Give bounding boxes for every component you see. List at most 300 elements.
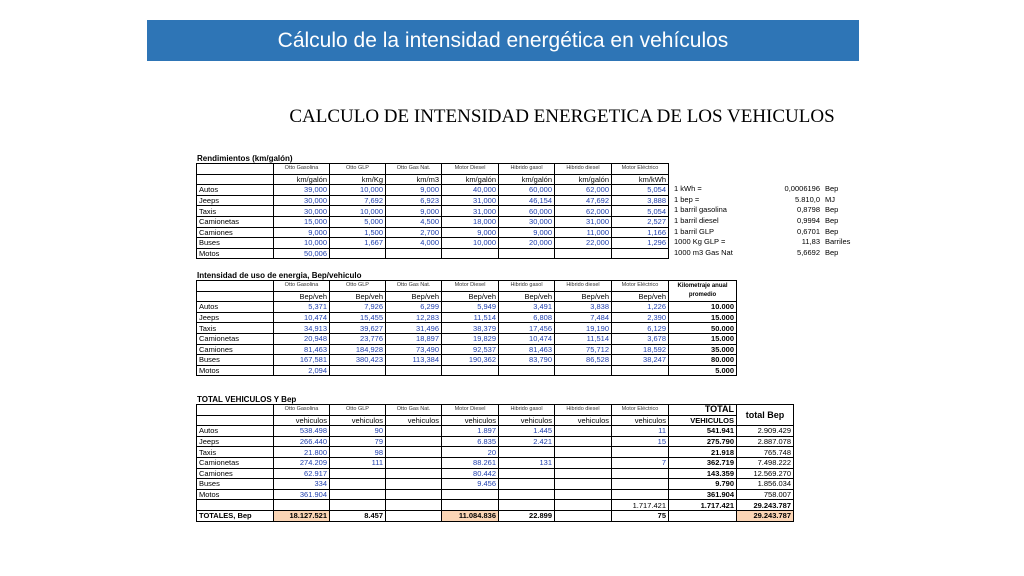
table-cell [386,479,442,490]
table-cell: 75,712 [555,344,612,355]
conversion-label: 1000 m3 Gas Nat [674,247,733,257]
table-cell: 31,000 [442,206,499,217]
table-cell [612,365,669,376]
table-cell: 46,154 [499,195,555,206]
unit-header: Bep/veh [330,291,386,302]
table-cell: 21.918 [669,447,737,458]
vehicle-label: Autos [197,302,274,313]
table-cell: 38,379 [442,323,499,334]
vehicle-label: Buses [197,238,274,249]
table-row [197,185,669,196]
column-header: Otto Gas Nat. [386,281,442,292]
table-cell [555,500,612,511]
conversion-row [674,184,850,195]
vehicle-label: Motos [197,489,274,500]
table-cell: 15,000 [274,216,330,227]
table-cell [555,457,612,468]
totals-cell: 22.899 [499,510,555,521]
conversion-value: 0,9994 [797,216,820,226]
table-row [197,206,669,217]
units-row [197,174,669,185]
table-cell: 9,000 [274,227,330,238]
table-cell: 11 [612,426,669,437]
vehicle-label: Motos [197,365,274,376]
table-cell [330,365,386,376]
table-cell: 362.719 [669,457,737,468]
table-row [197,302,737,313]
table-cell: 11,000 [555,227,612,238]
totals-label: TOTALES, Bep [197,510,274,521]
unit-header: vehiculos [442,415,499,426]
conversion-unit: Bep [825,247,839,257]
table-cell [442,248,499,259]
extra-row [197,500,794,511]
conversion-label: 1 barril gasolina [674,205,727,215]
conversion-label: 1 kWh = [674,184,702,194]
table-cell: 15,455 [330,312,386,323]
table-cell: 98 [330,447,386,458]
table-cell [330,489,386,500]
table-cell: 7 [612,457,669,468]
table-cell: 1.717.421 [669,500,737,511]
table-cell: 38,247 [612,355,669,366]
rendimientos-label: Rendimientos (km/galón) [197,154,293,163]
vehicle-label: Camionetas [197,333,274,344]
table-cell: 19,829 [442,333,499,344]
table-cell [197,281,274,292]
table-cell: 10,000 [330,185,386,196]
km-header: Kilometraje anual promedio [669,281,737,302]
column-header: Motor Diesel [442,281,499,292]
conversion-row [674,205,850,216]
table-cell: 6,808 [499,312,555,323]
conversion-row [674,195,850,206]
title-banner: Cálculo de la intensidad energética en vehículos [147,20,859,61]
table-row [197,426,794,437]
column-header: Otto GLP [330,164,386,175]
unit-header: km/galón [555,174,612,185]
totales-label: TOTAL VEHICULOS Y Bep [197,395,297,404]
table-cell: 274.209 [274,457,330,468]
vehicle-label: Taxis [197,447,274,458]
table-cell: 18,000 [442,216,499,227]
table-cell: 1,296 [612,238,669,249]
table-cell: 7,484 [555,312,612,323]
table-row [197,248,669,259]
table-cell: 5,371 [274,302,330,313]
vehicle-label: Taxis [197,206,274,217]
table-cell: 3,888 [612,195,669,206]
column-header: Otto GLP [330,405,386,416]
table-cell: 1.717.421 [612,500,669,511]
unit-header: vehiculos [612,415,669,426]
unit-header: vehiculos [499,415,555,426]
table-cell [555,489,612,500]
table-cell: 20,948 [274,333,330,344]
totals-cell: 11.084.836 [442,510,499,521]
vehicle-label: Autos [197,426,274,437]
table-cell [442,500,499,511]
table-row [197,216,669,227]
table-row [197,333,737,344]
table-cell: 2,094 [274,365,330,376]
unit-header: Bep/veh [442,291,499,302]
table-cell: 10,474 [274,312,330,323]
table-cell: 47,692 [555,195,612,206]
table-cell: 7.498.222 [737,457,794,468]
table-cell: 1.897 [442,426,499,437]
vehicle-label: Autos [197,185,274,196]
unit-header: Bep/veh [555,291,612,302]
table-cell: 80.442 [442,468,499,479]
table-cell: 1,226 [612,302,669,313]
table-row [197,479,794,490]
table-cell [555,436,612,447]
table-cell: 9,000 [386,185,442,196]
table-cell: 1,500 [330,227,386,238]
conversion-unit: Bep [825,216,839,226]
intensidad-table [196,280,737,376]
table-cell [499,500,555,511]
table-cell [386,447,442,458]
column-header: Hibrido diesel [555,281,612,292]
table-cell: 9.456 [442,479,499,490]
table-cell: 9,000 [442,227,499,238]
vehicle-label: Camiones [197,227,274,238]
table-cell: 73,490 [386,344,442,355]
column-header: Motor Eléctrico [612,281,669,292]
table-row [197,365,737,376]
column-header: Otto Gas Nat. [386,164,442,175]
totals-cell: 8.457 [330,510,386,521]
table-cell [386,489,442,500]
table-cell: 131 [499,457,555,468]
column-header: Hibrido diesel [555,164,612,175]
table-cell: 167,581 [274,355,330,366]
table-cell: 6.835 [442,436,499,447]
table-cell: 83,790 [499,355,555,366]
table-cell: 88.261 [442,457,499,468]
table-cell: 12.569.270 [737,468,794,479]
conversion-label: 1 barril GLP [674,226,715,236]
conversion-value: 5.810,0 [794,194,820,204]
table-cell: 11,514 [442,312,499,323]
table-cell: 334 [274,479,330,490]
conversion-value: 5,6692 [797,247,820,257]
table-cell: 765.748 [737,447,794,458]
table-cell: 10,000 [274,238,330,249]
unit-header: km/Kg [330,174,386,185]
vehicle-label: Jeeps [197,195,274,206]
table-cell: 1.445 [499,426,555,437]
table-cell: 5,000 [330,216,386,227]
table-cell: 190,362 [442,355,499,366]
table-cell: 143.359 [669,468,737,479]
table-cell: 90 [330,426,386,437]
conversion-value: 0,6701 [797,226,820,236]
intensidad-label: Intensidad de uso de energia, Bep/vehiculo [197,271,362,280]
table-cell: 3,838 [555,302,612,313]
conversion-unit: Barriles [825,237,851,247]
units-row [197,291,737,302]
table-cell: 7,926 [330,302,386,313]
table-cell [386,500,442,511]
total-bep-header: total Bep [737,405,794,426]
table-cell [612,468,669,479]
table-cell [386,426,442,437]
table-cell: 20,000 [499,238,555,249]
table-cell: 35.000 [669,344,737,355]
table-row [197,227,669,238]
vehicle-label: Jeeps [197,436,274,447]
table-cell [330,248,386,259]
totals-row [197,510,794,521]
table-cell: 30,000 [499,216,555,227]
totals-cell: 75 [612,510,669,521]
table-cell [330,479,386,490]
table-cell [197,291,274,302]
table-cell [499,447,555,458]
table-cell: 266.440 [274,436,330,447]
conversion-label: 1 bep = [674,194,700,204]
column-header: Motor Eléctrico [612,164,669,175]
table-cell: 50,006 [274,248,330,259]
table-row [197,468,794,479]
conversion-unit: MJ [825,194,835,204]
table-cell: 5,054 [612,206,669,217]
table-cell: 9,000 [386,206,442,217]
table-cell: 113,384 [386,355,442,366]
table-row [197,312,737,323]
table-cell: 15.000 [669,333,737,344]
table-cell [499,489,555,500]
table-cell [386,468,442,479]
unit-header: Bep/veh [499,291,555,302]
table-cell: 81,463 [274,344,330,355]
table-cell: 3,678 [612,333,669,344]
column-header: Hibrido gasol [499,281,555,292]
unit-header: km/galón [499,174,555,185]
table-cell: 60,000 [499,206,555,217]
column-header: Otto Gasolina [274,405,330,416]
column-header: Motor Diesel [442,405,499,416]
table-row [197,238,669,249]
table-row [197,355,737,366]
table-row [197,195,669,206]
table-cell [442,489,499,500]
table-cell: 34,913 [274,323,330,334]
table-cell: 81,463 [499,344,555,355]
conversion-label: 1 barril diesel [674,216,719,226]
column-header: Hibrido diesel [555,405,612,416]
table-cell: 40,000 [442,185,499,196]
units-row [197,415,794,426]
table-row [197,344,737,355]
table-cell: 1.856.034 [737,479,794,490]
table-cell: 2.421 [499,436,555,447]
column-header: Otto Gasolina [274,164,330,175]
table-cell [499,479,555,490]
table-cell: 15 [612,436,669,447]
rendimientos-table [196,163,669,259]
table-cell: 6,129 [612,323,669,334]
conversion-row [674,237,850,248]
table-cell: 1,166 [612,227,669,238]
table-row [197,457,794,468]
table-cell: 19,190 [555,323,612,334]
table-cell [555,479,612,490]
totals-cell: 29.243.787 [737,510,794,521]
table-cell: 31,000 [555,216,612,227]
table-cell: 12,283 [386,312,442,323]
unit-header: km/kWh [612,174,669,185]
table-cell: 9,000 [499,227,555,238]
table-cell [386,248,442,259]
table-cell: 62,000 [555,206,612,217]
table-cell: 62,000 [555,185,612,196]
table-cell [612,489,669,500]
table-cell: 92,537 [442,344,499,355]
table-cell: 6,923 [386,195,442,206]
vehicle-label: Camionetas [197,216,274,227]
table-cell: 5.000 [669,365,737,376]
conversion-row [674,216,850,227]
table-cell: 39,627 [330,323,386,334]
table-row [197,323,737,334]
table-row [197,436,794,447]
table-cell: 20 [442,447,499,458]
conversion-row [674,248,850,259]
page-title: CALCULO DE INTENSIDAD ENERGETICA DE LOS VEHICULOS [289,106,835,127]
column-header: Hibrido gasol [499,164,555,175]
table-cell: 7,692 [330,195,386,206]
table-cell [499,248,555,259]
vehicle-label: Camiones [197,344,274,355]
conversion-value: 11,83 [801,237,820,247]
conversion-table [674,184,850,258]
table-cell [555,365,612,376]
table-cell: 361.904 [274,489,330,500]
table-cell: 380,423 [330,355,386,366]
table-cell: 4,500 [386,216,442,227]
column-header: Otto GLP [330,281,386,292]
header-row [197,281,737,292]
table-cell: 2.887.078 [737,436,794,447]
vehicle-label: Taxis [197,323,274,334]
column-header: Motor Eléctrico [612,405,669,416]
table-cell: 60,000 [499,185,555,196]
unit-header: Bep/veh [274,291,330,302]
conversion-unit: Bep [825,184,839,194]
table-cell [555,468,612,479]
table-cell [612,248,669,259]
table-cell: 10.000 [669,302,737,313]
table-cell [197,405,274,416]
table-cell: 29.243.787 [737,500,794,511]
table-cell [555,426,612,437]
table-cell [386,365,442,376]
table-cell [612,479,669,490]
conversion-unit: Bep [825,205,839,215]
table-cell: 275.790 [669,436,737,447]
conversion-label: 1000 Kg GLP = [674,237,726,247]
table-cell: 361.904 [669,489,737,500]
table-cell: 5,054 [612,185,669,196]
conversion-value: 0,8798 [797,205,820,215]
unit-header: km/galón [442,174,499,185]
totals-cell [669,510,737,521]
table-cell: 31,000 [442,195,499,206]
table-cell: 4,000 [386,238,442,249]
totals-cell [386,510,442,521]
unit-header: Bep/veh [386,291,442,302]
table-cell: 758.007 [737,489,794,500]
table-cell: 111 [330,457,386,468]
unit-header: vehiculos [555,415,612,426]
table-cell: 62.917 [274,468,330,479]
table-row [197,447,794,458]
table-cell: 80.000 [669,355,737,366]
table-cell [386,457,442,468]
conversion-row [674,226,850,237]
table-cell: 6,299 [386,302,442,313]
totals-cell [555,510,612,521]
table-cell: 11,514 [555,333,612,344]
vehicle-label: Jeeps [197,312,274,323]
table-cell [386,436,442,447]
table-cell: 50.000 [669,323,737,334]
table-cell [274,500,330,511]
table-cell: 10,474 [499,333,555,344]
table-cell: 2,700 [386,227,442,238]
vehicle-label: Buses [197,355,274,366]
table-cell [555,447,612,458]
table-cell: 18,592 [612,344,669,355]
table-cell [330,468,386,479]
table-cell: 31,496 [386,323,442,334]
totales-table [196,404,794,522]
table-cell: 1,667 [330,238,386,249]
table-cell: 3,491 [499,302,555,313]
table-cell [197,415,274,426]
table-cell [499,468,555,479]
unit-header: km/galón [274,174,330,185]
column-header: Otto Gasolina [274,281,330,292]
unit-header: vehiculos [386,415,442,426]
unit-header: vehiculos [330,415,386,426]
unit-header: km/m3 [386,174,442,185]
header-row [197,405,794,416]
table-cell [442,365,499,376]
unit-header: vehiculos [274,415,330,426]
table-cell: 21.800 [274,447,330,458]
table-cell [499,365,555,376]
total-vehicles-header: TOTAL [669,405,737,416]
table-cell [197,164,274,175]
table-cell: 538.498 [274,426,330,437]
table-cell: 30,000 [274,195,330,206]
table-cell [197,174,274,185]
vehicle-label: Camionetas [197,457,274,468]
column-header: Motor Diesel [442,164,499,175]
table-cell: 10,000 [330,206,386,217]
table-cell: 23,776 [330,333,386,344]
table-cell: 2,390 [612,312,669,323]
conversion-unit: Bep [825,226,839,236]
table-cell: 2.909.429 [737,426,794,437]
column-header: Otto Gas Nat. [386,405,442,416]
table-cell: 15.000 [669,312,737,323]
